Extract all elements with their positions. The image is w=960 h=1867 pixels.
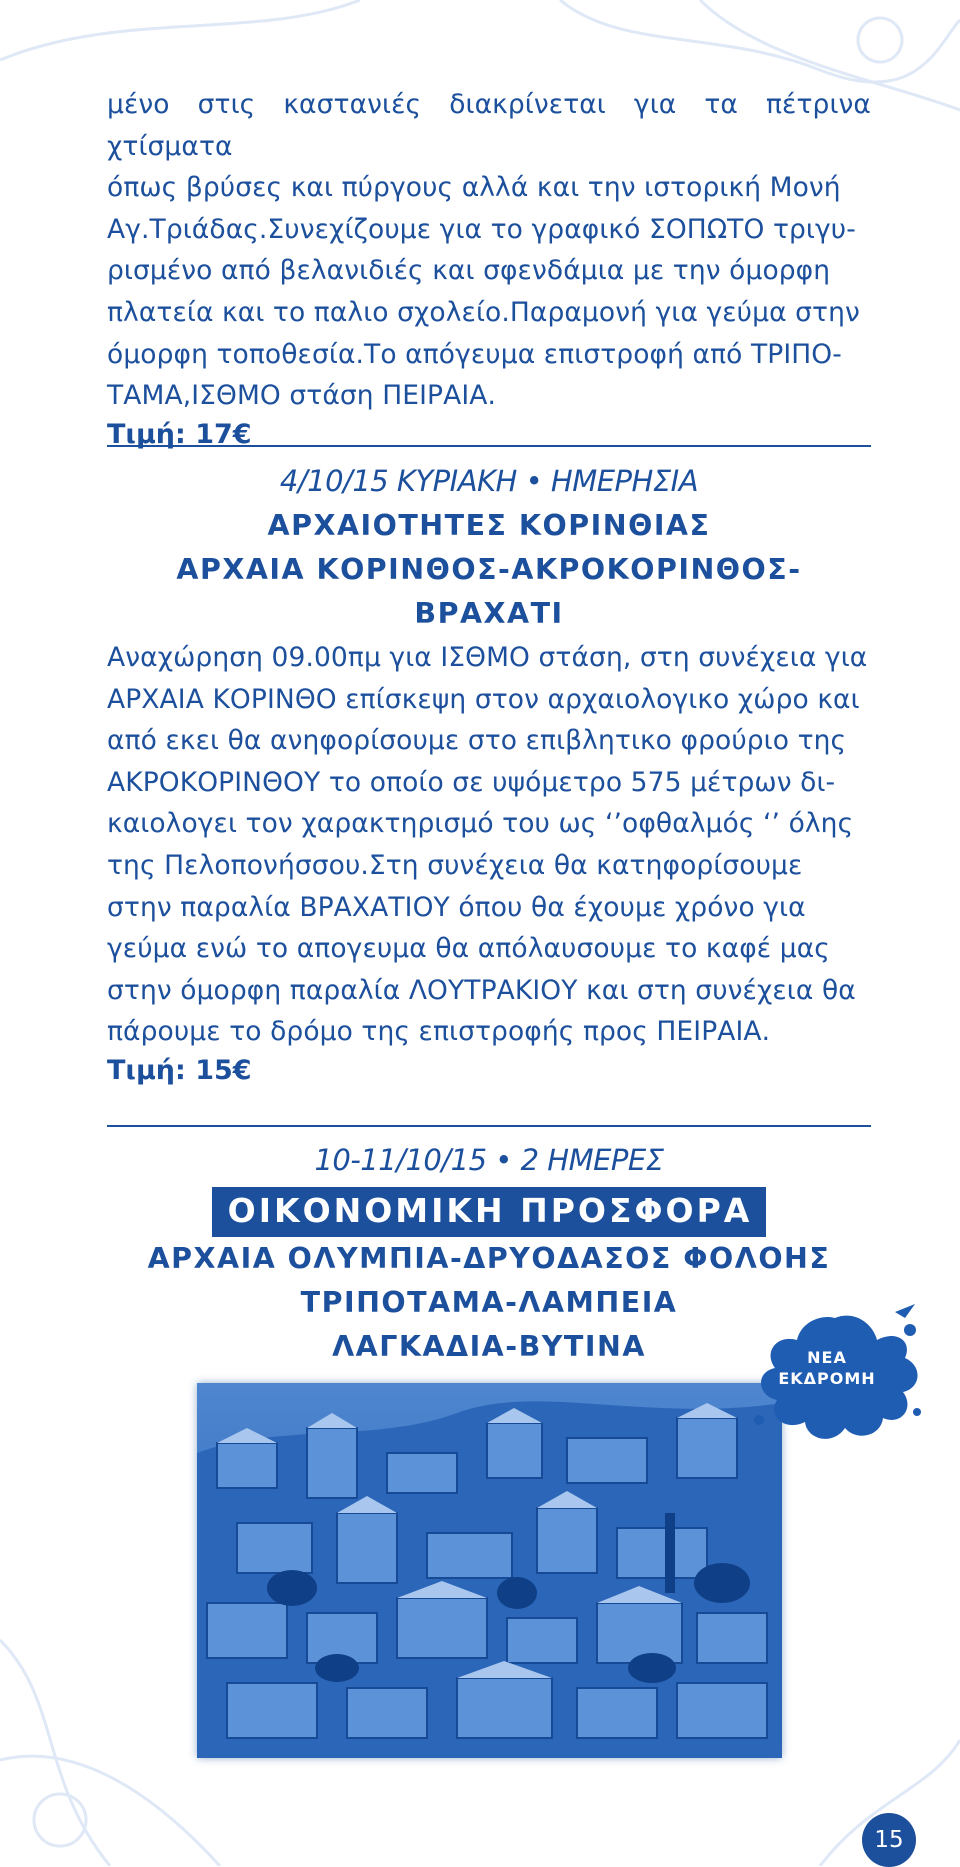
trip-date: 10-11/10/15 • 2 ΗΜΕΡΕΣ <box>314 1143 664 1177</box>
text-line: όμορφη τοποθεσία.Το απόγευμα επιστροφή από ΤΡΙΠΟ- <box>107 338 842 370</box>
text-line: ΑΡΧΑΙΑ ΚΟΡΙΝΘΟ επίσκεψη στον αρχαιολογικο χώρο και <box>107 683 860 715</box>
village-illustration <box>197 1383 782 1758</box>
text-line: καιολογει τον χαρακτηρισμό του ως ‘’οφθαλμός ‘’ όλης <box>107 808 854 840</box>
text-line: μένο στις καστανιές διακρίνεται για τα πέτρινα χτίσματα <box>107 89 871 162</box>
trip-section-korinthia <box>107 464 871 636</box>
trip-subtitle: ΤΡΙΠΟΤΑΜΑ-ΛΑΜΠΕΙΑ <box>300 1286 678 1319</box>
text-line: πλατεία και το παλιο σχολείο.Παραμονή για γεύμα στην <box>107 296 860 328</box>
badge-line: ΕΚΔΡΟΜΗ <box>778 1369 876 1388</box>
divider <box>107 1125 871 1127</box>
price-label: Τιμή: 17€ <box>107 418 252 450</box>
text-line: ΤΑΜΑ,ΙΣΘΜΟ στάση ΠΕΙΡΑΙΑ. <box>107 380 496 412</box>
intro-paragraph <box>107 84 871 417</box>
text-line: Αγ.Τριάδας.Συνεχίζουμε για το γραφικό ΣΟΠΩΤΟ τριγυ- <box>107 213 856 245</box>
text-line: Αναχώρηση 09.00πμ για ΙΣΘΜΟ στάση, στη συνέχεια για <box>107 642 868 673</box>
text-line: όπως βρύσες και πύργους αλλά και την ιστορική Μονή <box>107 172 841 204</box>
text-line: από εκει θα ανηφορίσουμε στο επιβλητικο φρούριο της <box>107 725 847 757</box>
text-line: γεύμα ενώ το απογευμα θα απόλαυσουμε το καφέ μας <box>107 933 830 965</box>
page-number: 15 <box>862 1813 916 1867</box>
offer-banner: ΟΙΚΟΝΟΜΙΚΗ ΠΡΟΣΦΟΡΑ <box>212 1187 767 1237</box>
offer-banner-wrap <box>107 1187 871 1237</box>
text-line: της Πελοπονήσσου.Στη συνέχεια θα κατηφορίσουμε <box>107 849 803 881</box>
divider <box>107 445 871 447</box>
price-label: Τιμή: 15€ <box>107 1054 252 1086</box>
trip-subtitle: ΑΡΧΑΙΑ ΚΟΡΙΝΘΟΣ-ΑΚΡΟΚΟΡΙΝΘΟΣ-ΒΡΑΧΑΤΙ <box>176 553 802 630</box>
intro-section <box>107 84 871 450</box>
trip-title: ΑΡΧΑΙΟΤΗΤΕΣ ΚΟΡΙΝΘΙΑΣ <box>267 509 711 542</box>
badge-line: ΝΕΑ <box>807 1348 847 1367</box>
text-line: στην όμορφη παραλία ΛΟΥΤΡΑΚΙΟΥ και στη συνέχεια θα <box>107 974 856 1006</box>
trip-paragraph <box>107 637 871 1053</box>
trip-date: 4/10/15 ΚΥΡΙΑΚΗ • ΗΜΕΡΗΣΙΑ <box>279 464 699 498</box>
trip-title: ΑΡΧΑΙΑ ΟΛΥΜΠΙΑ-ΔΡΥΟΔΑΣΟΣ ΦΟΛΟΗΣ <box>147 1242 831 1275</box>
text-line: πάρουμε το δρόμο της επιστροφής προς ΠΕΙΡΑΙΑ. <box>107 1016 771 1048</box>
village-photo <box>197 1383 782 1758</box>
text-line: στην παραλία ΒΡΑΧΑΤΙΟΥ όπου θα έχουμε χρόνο για <box>107 891 806 923</box>
trip1-description <box>107 637 871 1086</box>
text-line: ρισμένο από βελανιδιές και σφενδάμια με την όμορφη <box>107 255 831 287</box>
trip-subtitle: ΛΑΓΚΑΔΙΑ-ΒΥΤΙΝΑ <box>332 1330 646 1363</box>
text-line: ΑΚΡΟΚΟΡΙΝΘΟΥ το οποίο σε υψόμετρο 575 μέτρων δι- <box>107 766 836 798</box>
new-trip-badge <box>777 1347 877 1389</box>
